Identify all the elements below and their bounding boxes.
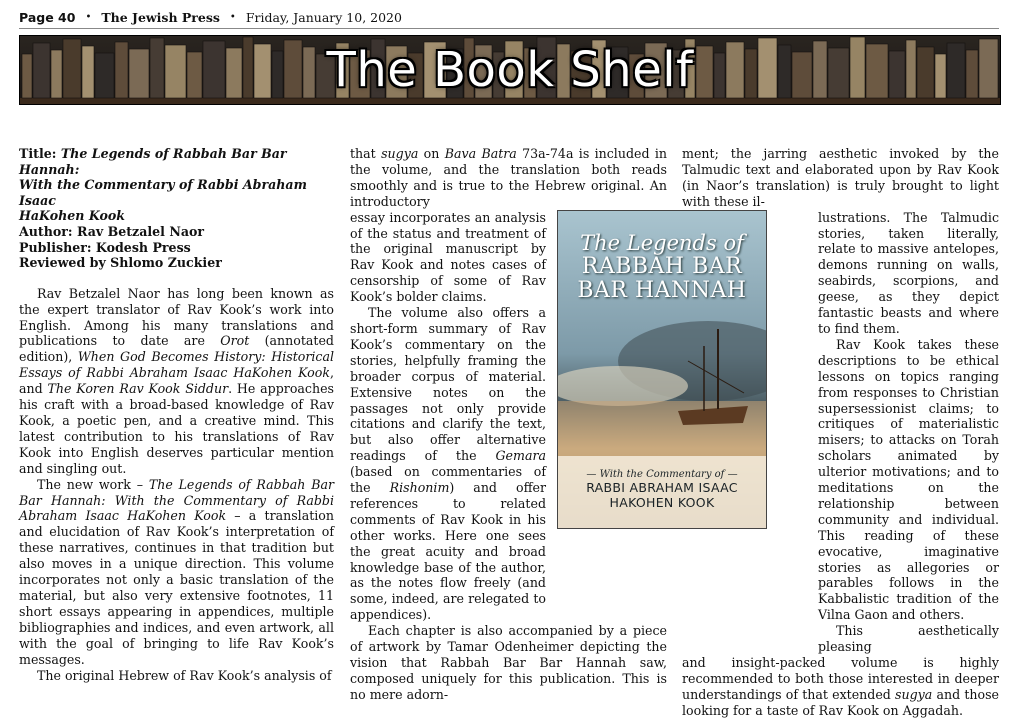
book-details [19, 146, 334, 271]
cover-subtitle [558, 469, 766, 510]
publication-name: The Jewish Press [101, 9, 220, 25]
paragraph: that sugya on Bava Batra 73a-74a is included in the volume, and the translation both reads smoothly and is true to the Hebrew original. An introductory [350, 146, 667, 209]
separator-dot: • [85, 11, 92, 23]
paragraph: lustrations. The Talmudic stories, taken literally, relate to massive antelopes, demons running on walls, seabirds, scorpions, and geese, as they depict fantastic beasts and where to find them. [818, 209, 999, 336]
book-title-cont: HaKohen Kook [19, 208, 126, 224]
paragraph: Rav Kook takes these descriptions to be ethical lessons on topics ranging from responses to Christian supersessionist claims; to critiques of materialistic misers; to attacks on Torah scholars animated by ulterior motivations; and to meditations on the relationship between community and individual. This reading of these evocative, imaginative stories as allegories or parables follows in the Kabbalistic tradition of the Vilna Gaon and others. [818, 336, 999, 623]
cover-title-line: RABBAH BAR [581, 254, 743, 279]
cover-title-line: The Legends of [580, 231, 744, 255]
page-number: Page 40 [19, 9, 76, 25]
issue-date: Friday, January 10, 2020 [245, 9, 402, 25]
book-reviewer: Reviewed by Shlomo Zuckier [19, 255, 222, 271]
paragraph: This aesthetically pleasing [818, 623, 999, 655]
page-header [19, 6, 999, 29]
book-cover-image [557, 210, 767, 529]
book-title: The Legends of Rabbah Bar Bar Hannah: [19, 146, 287, 177]
paragraph: ment; the jarring aesthetic invoked by the Talmudic text and elaborated upon by Rav Kook (in Naor’s translation) is truly brought to light with these il- [682, 146, 999, 209]
section-title: The Book Shelf [326, 42, 694, 98]
paragraph: and insight-packed volume is highly recommended to both those interested in deeper understandings of that extended sugya and those looking for a taste of Rav Kook on Aggadah. [682, 655, 999, 718]
title-label: Title: [19, 146, 61, 161]
cover-author-line: RABBI ABRAHAM ISAAC [586, 480, 738, 495]
paragraph: Each chapter is also accompanied by a piece of artwork by Tamar Odenheimer depicting the vision that Rabbah Bar Bar Hannah saw, composed uniquely for this publication. This is no mere adorn- [350, 623, 667, 702]
paragraph: essay incorporates an analysis of the status and treatment of the original manuscript by Rav Kook and notes cases of censorship of some of Rav Kook’s bolder claims. [350, 209, 546, 305]
section-banner [19, 35, 1001, 105]
cover-author-line: HAKOHEN KOOK [609, 495, 715, 510]
book-publisher: Publisher: Kodesh Press [19, 239, 191, 255]
cover-title [558, 231, 766, 303]
separator-dot: • [229, 11, 236, 23]
book-author: Author: Rav Betzalel Naor [19, 223, 205, 239]
paragraph: The original Hebrew of Rav Kook’s analysis of [37, 667, 332, 683]
book-title-cont: With the Commentary of Rabbi Abraham Isaac [19, 177, 307, 208]
paragraph: The volume also offers a short-form summary of Rav Kook’s commentary on the stories, helpfully framing the broader corpus of material. Extensive notes on the passages not only provide citations and clarify the text, but also offer alternative readings of the Gemara (based on commentaries of the Rishonim) and offer references to related comments of Rav Kook in his other works. Here one sees the great acuity and broad knowledge base of the author, as the notes flow freely (and some, indeed, are relegated to appendices). [350, 305, 546, 623]
cover-commentary-label: — With the Commentary of — [586, 469, 738, 480]
article-column-1 [19, 146, 334, 683]
paragraph: The new work – The Legends of Rabbah Bar Bar Hannah: With the Commentary of Rabbi Abraham Isaac HaKohen Kook – a translation and elucidation of Rav Kook’s interpretation of these narratives, continues in that tradition but also moves in a unique direction. This volume incorporates not only a basic translation of the material, but also very extensive footnotes, 11 short essays appearing in appendices, multiple bibliographies and indices, and even artwork, all with the goal of bringing to life Rav Kook’s messages. [19, 476, 334, 667]
paragraph: Rav Betzalel Naor has long been known as the expert translator of Rav Kook’s work into English. Among his many translations and publications to date are Orot (annotated edition), When God Becomes History: Historical Essays of Rabbi Abraham Isaac HaKohen Kook, and The Koren Rav Kook Siddur. He approaches his craft with a broad-based knowledge of Rav Kook, a poetic pen, and a creative mind. This latest contribution to his translations of Rav Kook into English deserves particular mention and singling out. [19, 285, 334, 476]
cover-title-line: BAR HANNAH [577, 278, 747, 303]
